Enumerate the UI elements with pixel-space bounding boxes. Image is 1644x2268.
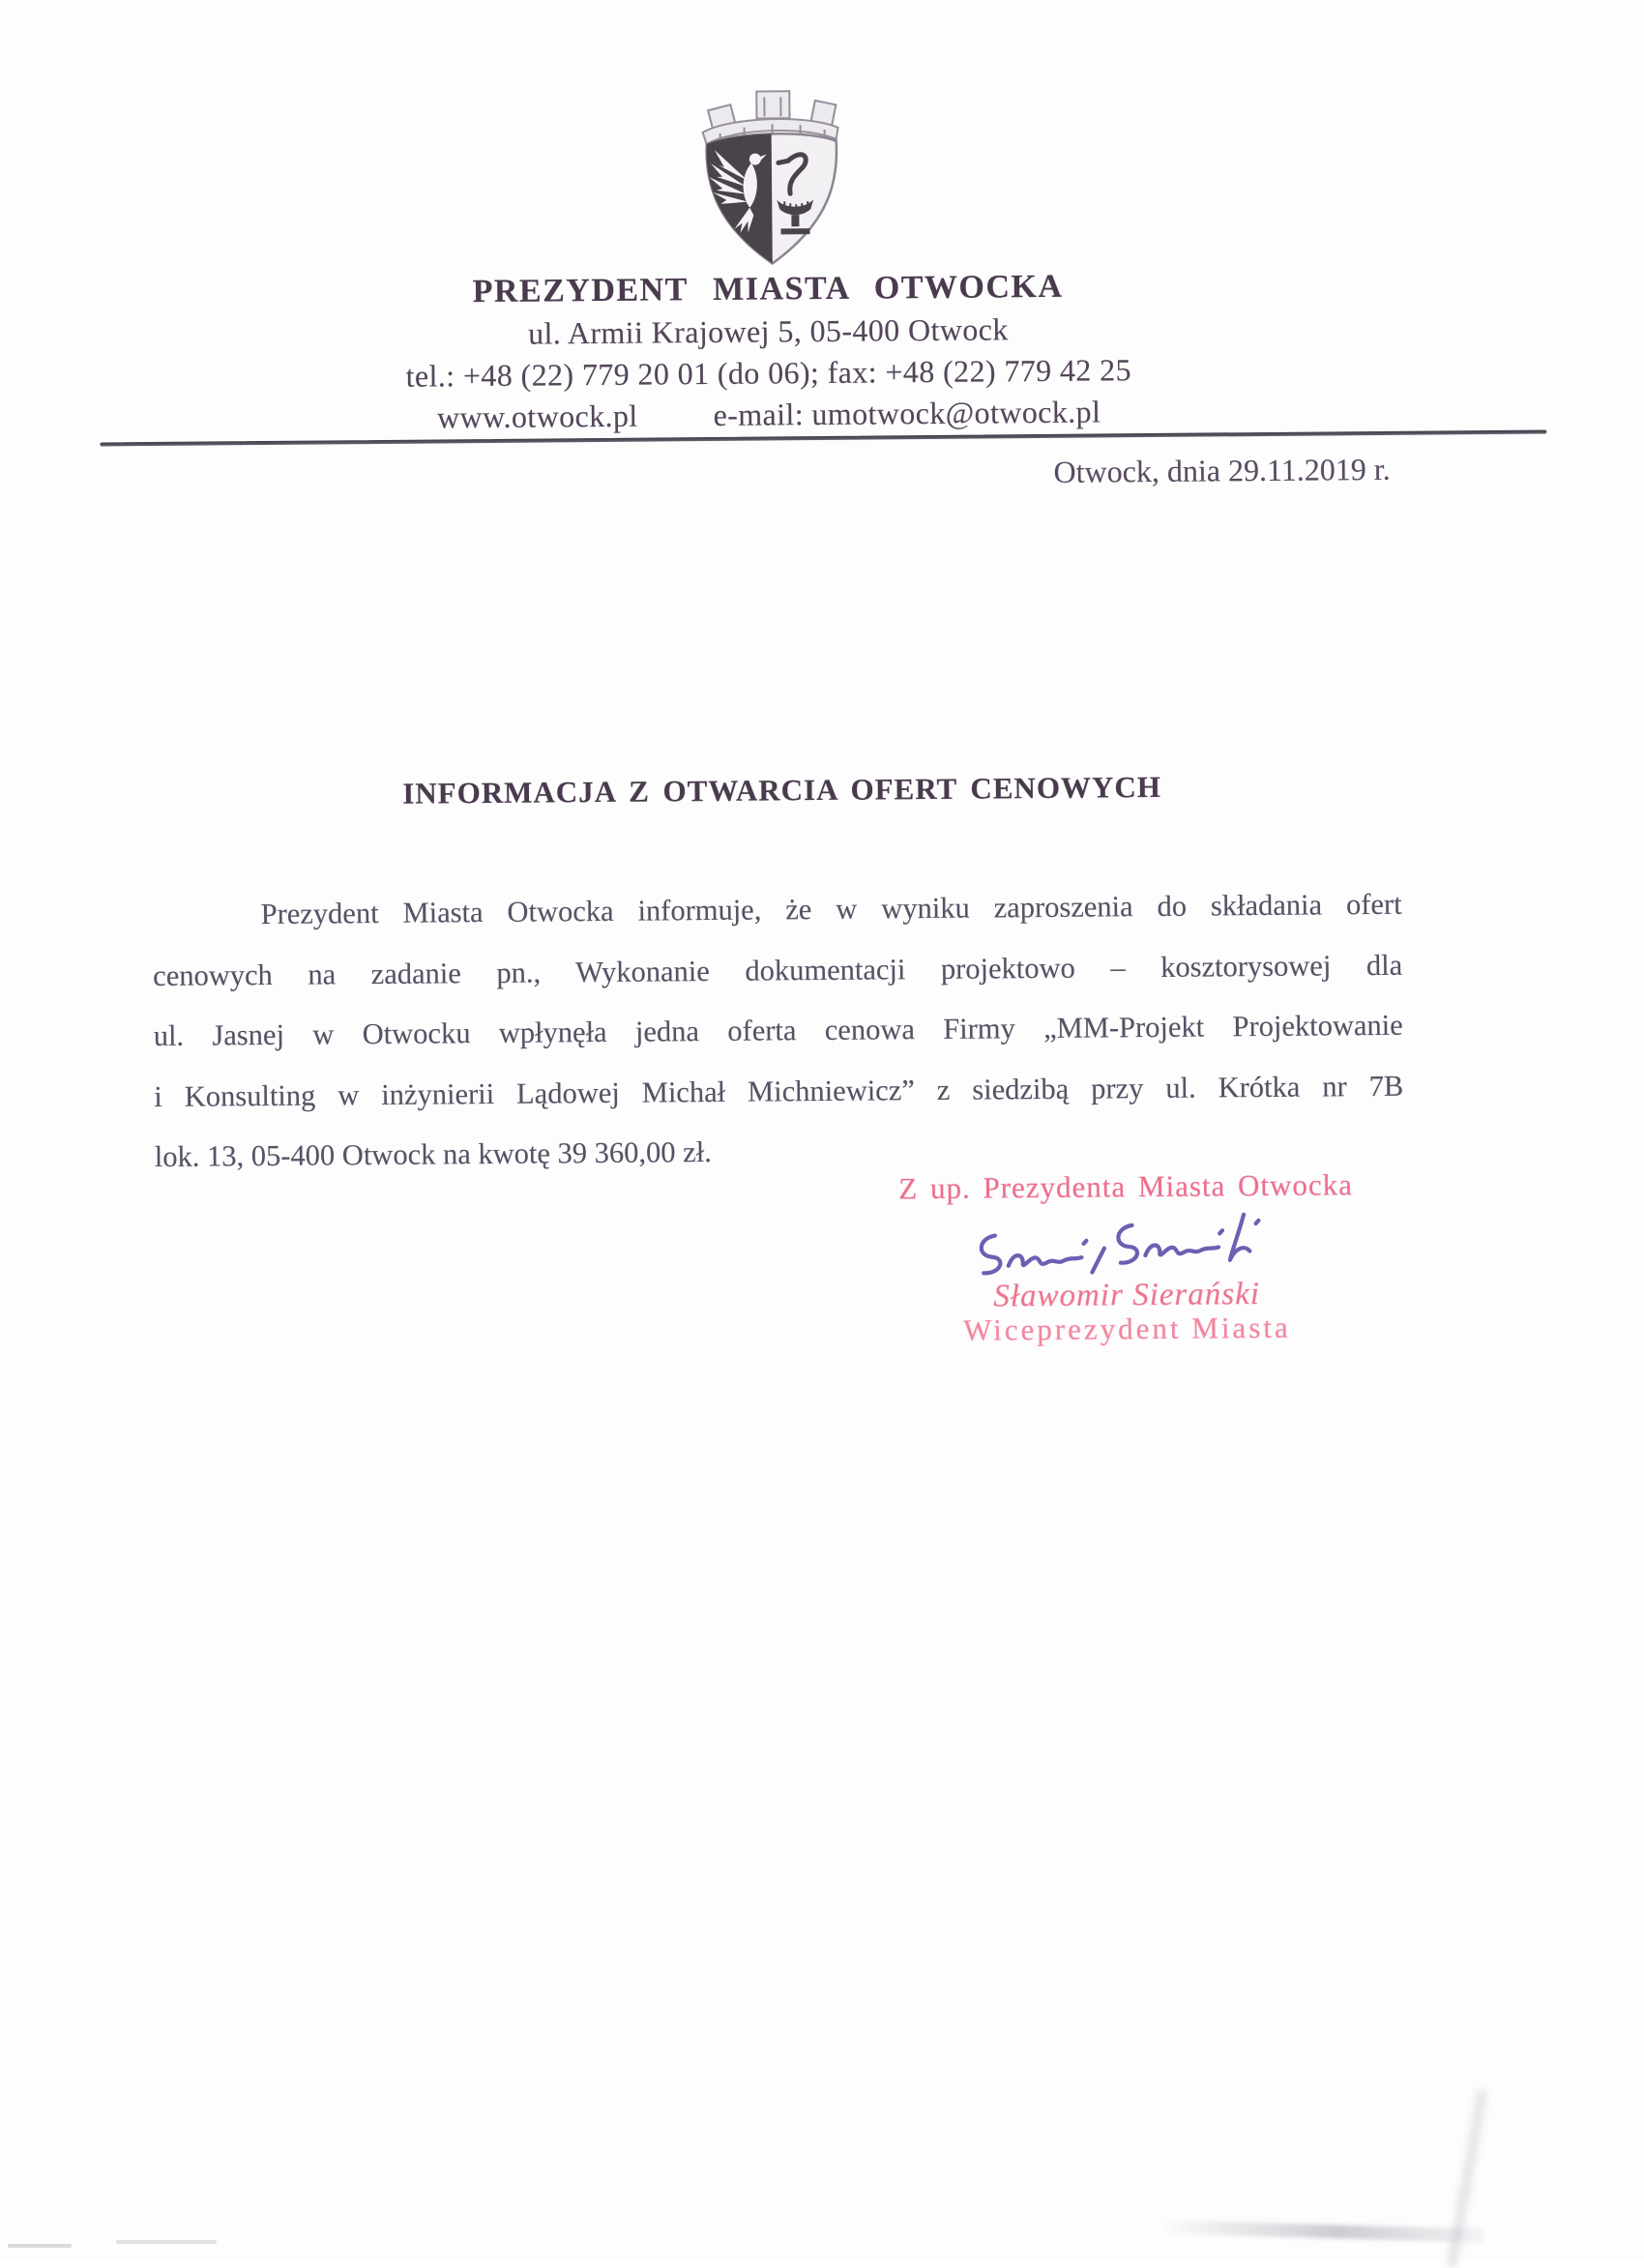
body-line: lok. 13, 05-400 Otwock na kwotę 39 360,00 zł.: [155, 1116, 1404, 1188]
body-line: ul. Jasnej w Otwocku wpłynęła jedna oferta cenowa Firmy „MM-Projekt Projektowanie: [153, 995, 1402, 1067]
body-line: i Konsulting w inżynierii Lądowej Michał Michniewicz” z siedzibą przy ul. Krótka nr 7B: [154, 1055, 1403, 1127]
org-website: www.otwock.pl: [437, 398, 638, 436]
org-name: PREZYDENT MIASTA OTWOCKA: [91, 265, 1445, 313]
org-email: e-mail: umotwock@otwock.pl: [713, 394, 1101, 432]
org-address: ul. Armii Krajowej 5, 05-400 Otwock: [91, 308, 1445, 355]
org-phone-fax: tel.: +48 (22) 779 20 01 (do 06); fax: +48 (22) 779 42 25: [92, 349, 1446, 397]
org-contact-line: [92, 391, 1446, 438]
stamp-authority-line: Z up. Prezydenta Miasta Otwocka: [884, 1167, 1367, 1206]
signer-name: Sławomir Sierański: [885, 1276, 1368, 1315]
letterhead: [91, 265, 1446, 438]
dateline: Otwock, dnia 29.11.2019 r.: [1053, 452, 1390, 490]
signer-title: Wiceprezydent Miasta: [885, 1310, 1368, 1348]
body-line: cenowych na zadanie pn., Wykonanie dokumentacji projektowo – kosztorysowej dla: [153, 934, 1402, 1006]
body-line: Prezydent Miasta Otwocka informuje, że w wyniku zaproszenia do składania ofert: [152, 874, 1401, 946]
document-title: INFORMACJA Z OTWARCIA OFERT CENOWYCH: [0, 766, 1566, 814]
otwock-coat-of-arms-icon: [690, 87, 853, 272]
body-paragraph: [152, 874, 1404, 1188]
spacer: [638, 426, 714, 427]
signature-block: [884, 1167, 1369, 1348]
